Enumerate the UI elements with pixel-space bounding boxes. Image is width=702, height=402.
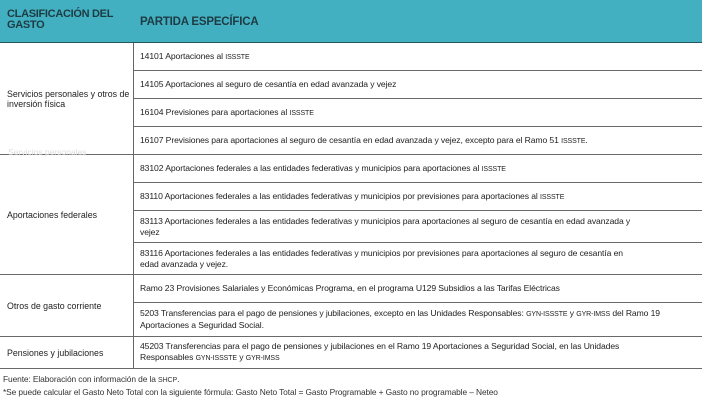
table-row: 14101 Aportaciones al ISSSTE bbox=[134, 43, 702, 71]
table-row: 83116 Aportaciones federales a las entidades federativas y municipios por previsiones para aportaciones al seguro de cesantía en edad avanzada y vejez. bbox=[134, 243, 702, 275]
group-label-aportaciones: Aportaciones federales bbox=[0, 155, 133, 275]
table-row: 14105 Aportaciones al seguro de cesantía en edad avanzada y vejez bbox=[134, 71, 702, 99]
table-row: 83102 Aportaciones federales a las entidades federativas y municipios para aportaciones al ISSSTE bbox=[134, 155, 702, 183]
group-label-pensiones: Pensiones y jubilaciones bbox=[0, 337, 133, 369]
table-row: 83113 Aportaciones federales a las entidades federativas y municipios para aportaciones al seguro de cesantía en edad avanzada y vejez bbox=[134, 211, 702, 243]
source-note: Fuente: Elaboración con información de la SHCP. bbox=[3, 374, 180, 384]
table-row: 45203 Transferencias para el pago de pensiones y jubilaciones en el Ramo 19 Aportaciones a Seguridad Social, en las Unidades Responsables GYN-ISSSTE y GYR-IMSS bbox=[134, 337, 702, 369]
table-row: 16107 Previsiones para aportaciones al seguro de cesantía en edad avanzada y vejez, excepto para el Ramo 51 ISSSTE. bbox=[134, 127, 702, 155]
table-row: 5203 Transferencias para el pago de pensiones y jubilaciones, excepto en las Unidades Responsables: GYN-ISSSTE y GYR-IMSS del Ramo 19 Aportaciones a Seguridad Social. bbox=[134, 303, 702, 337]
table-row: Ramo 23 Provisiones Salariales y Económicas Programa, en el programa U129 Subsidios a las Tarifas Eléctricas bbox=[134, 275, 702, 303]
ghost-text: Servicios personales bbox=[8, 147, 87, 157]
header-clasificacion: CLASIFICACIÓN DEL GASTO bbox=[7, 8, 113, 31]
table-row: 16104 Previsiones para aportaciones al ISSSTE bbox=[134, 99, 702, 127]
table-row: 83110 Aportaciones federales a las entidades federativas y municipios por previsiones para aportaciones al ISSSTE bbox=[134, 183, 702, 211]
group-label-servicios: Servicios personales y otros de inversión física bbox=[0, 43, 133, 155]
table-header bbox=[0, 0, 702, 43]
group-label-otros: Otros de gasto corriente bbox=[0, 275, 133, 337]
header-partida: PARTIDA ESPECÍFICA bbox=[140, 16, 259, 28]
formula-note: *Se puede calcular el Gasto Neto Total con la siguiente fórmula: Gasto Neto Total = Gasto Programable + Gasto no programable – Neteo bbox=[3, 387, 498, 397]
